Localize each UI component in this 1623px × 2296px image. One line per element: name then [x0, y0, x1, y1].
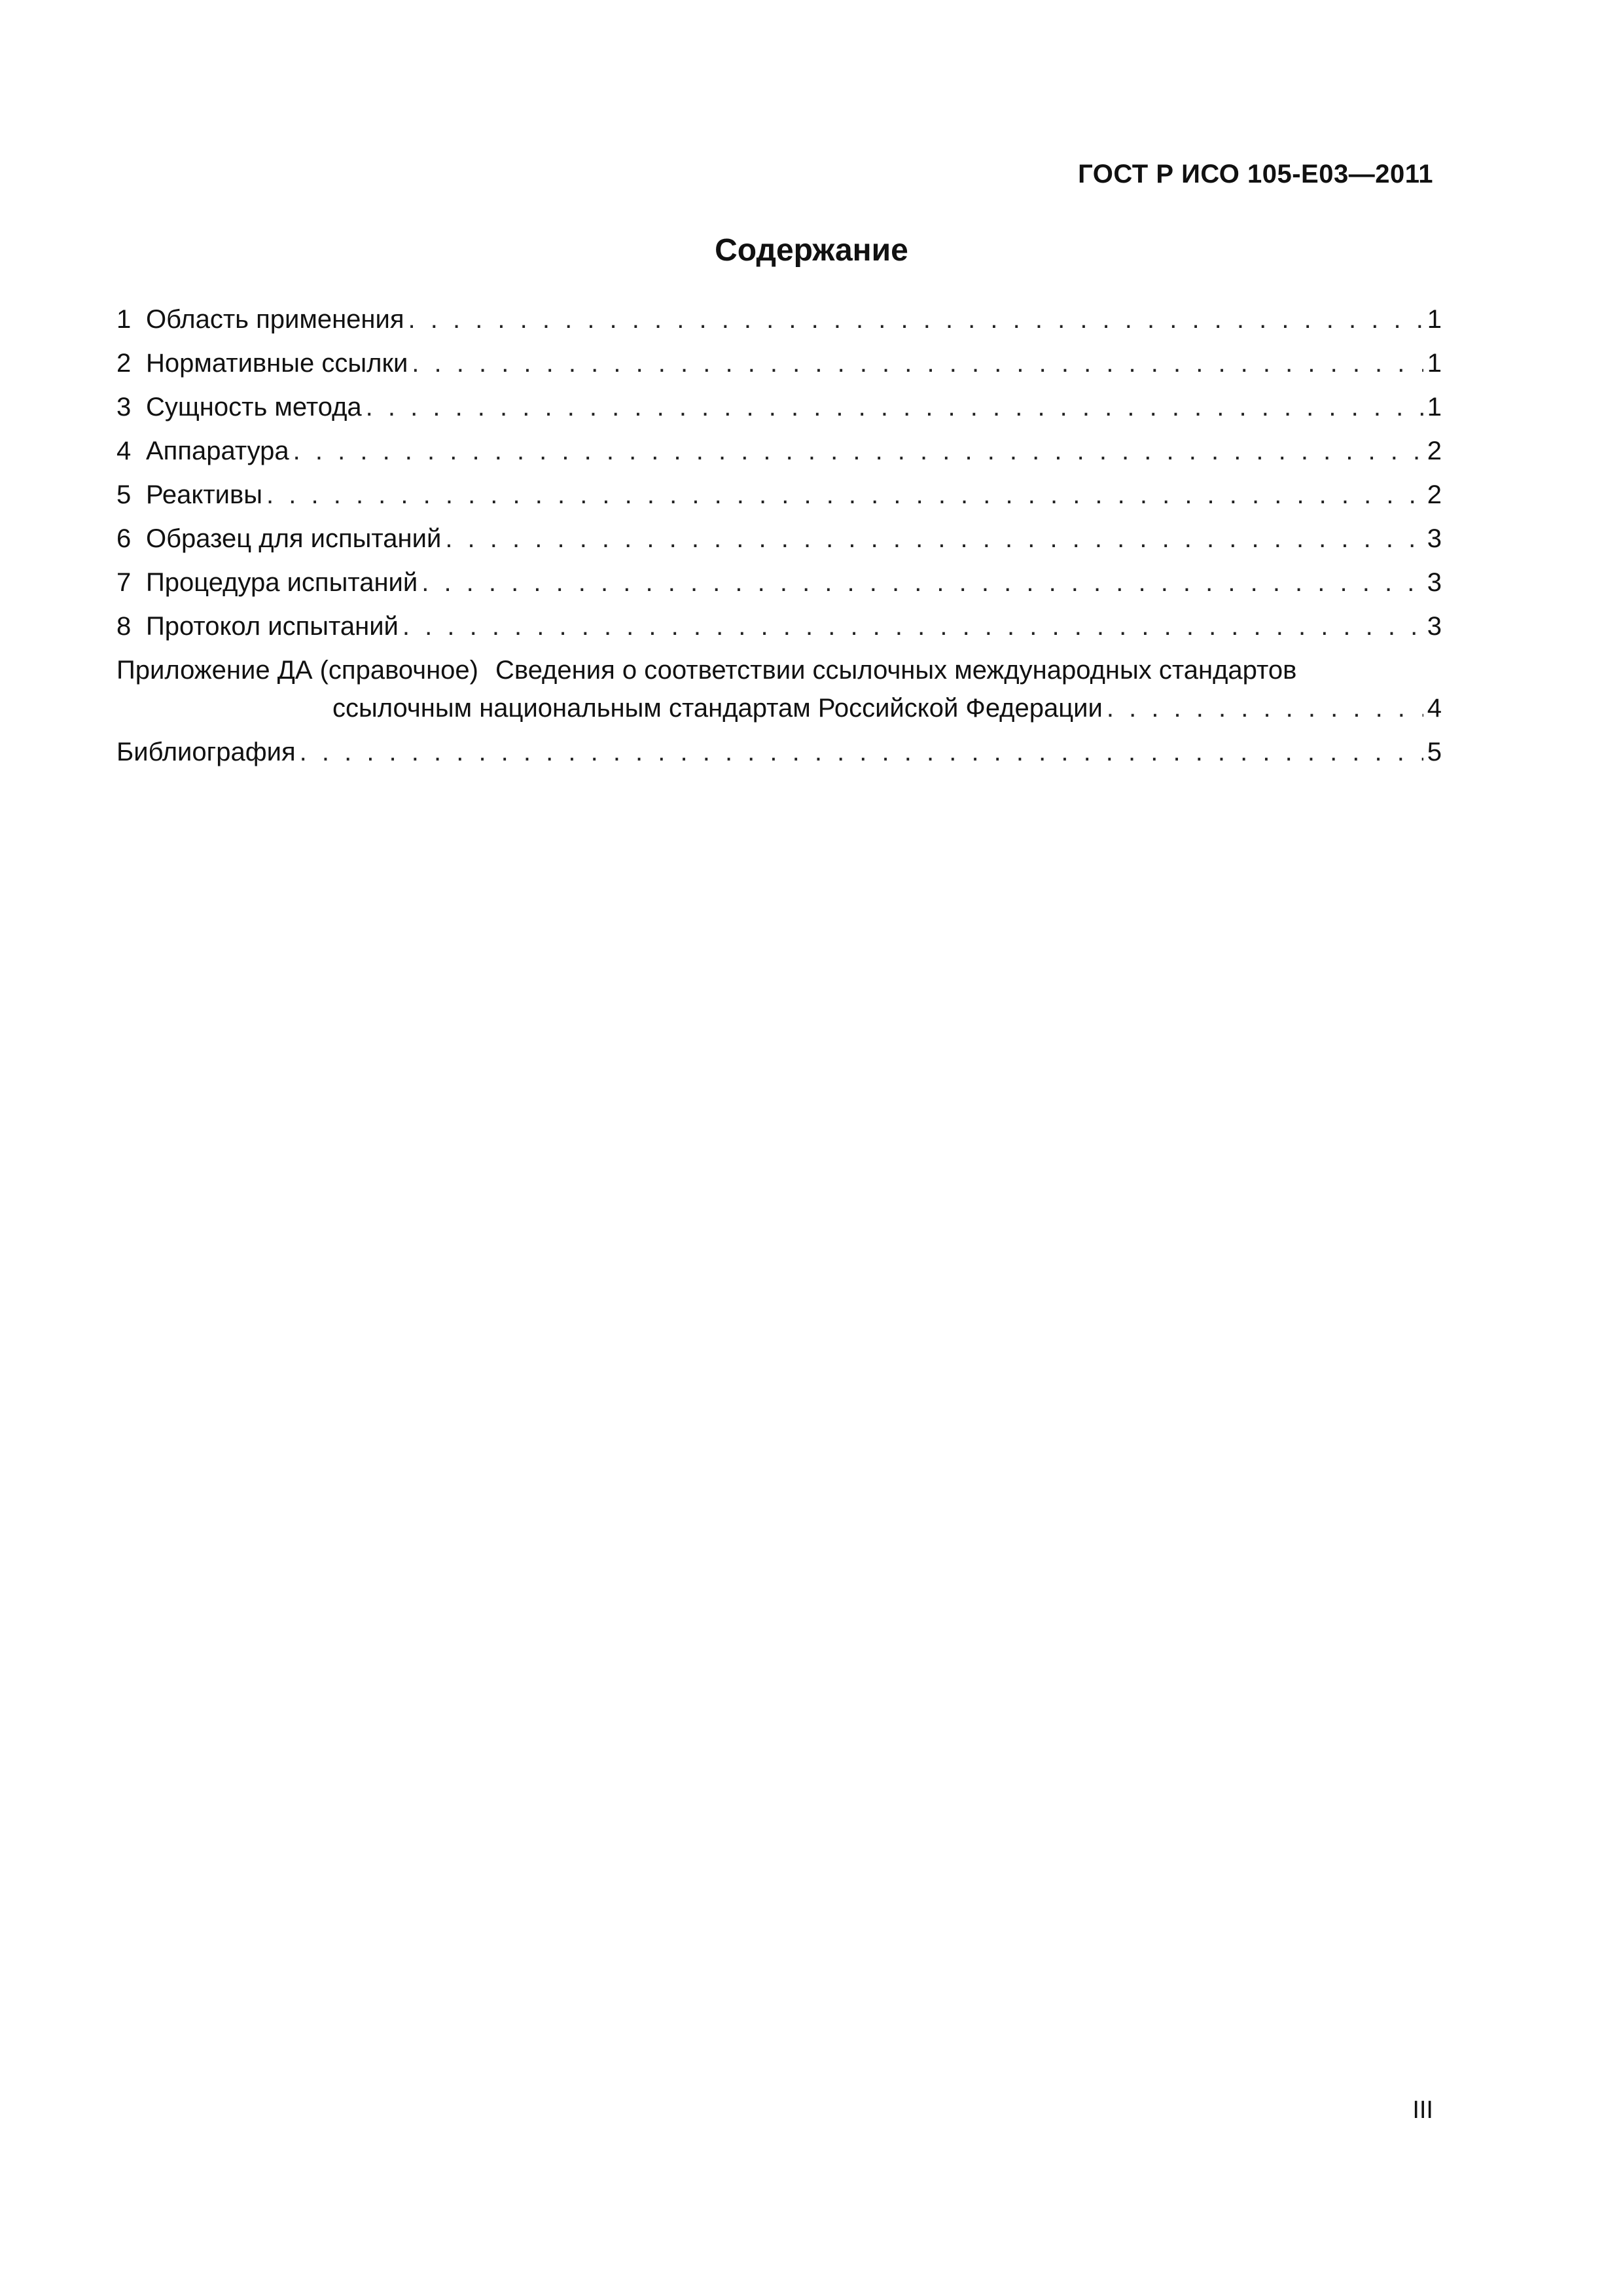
toc-entry-page: 4 [1427, 694, 1442, 723]
toc-entry-8[interactable] [116, 605, 1442, 649]
toc-leader-dots [421, 561, 1423, 605]
toc-leader-dots [412, 342, 1423, 386]
toc-entry-label: Область применения [146, 305, 404, 334]
toc-entry-number: 4 [116, 437, 132, 465]
toc-leader-dots [293, 429, 1423, 473]
toc-leader-dots [445, 517, 1423, 561]
toc-entry-page: 1 [1427, 305, 1442, 334]
appendix-prefix: Приложение ДА (справочное) [116, 656, 478, 685]
toc-entry-label: Сущность метода [146, 393, 362, 422]
toc-entry-label: Нормативные ссылки [146, 349, 408, 378]
toc-entry-number: 6 [116, 524, 132, 553]
toc-entry-number: 1 [116, 305, 132, 334]
table-of-contents [116, 298, 1442, 774]
toc-entry-page: 5 [1427, 738, 1442, 766]
toc-entry-number: 3 [116, 393, 132, 422]
toc-entry-label: Процедура испытаний [146, 568, 418, 597]
toc-leader-dots [366, 386, 1423, 429]
appendix-first-line [116, 649, 1442, 687]
toc-entry-3[interactable] [116, 386, 1442, 429]
toc-entry-label: Аппаратура [146, 437, 289, 465]
appendix-title-line1: Сведения о соответствии ссылочных международных стандартов [495, 656, 1297, 685]
toc-entry-page: 2 [1427, 437, 1442, 465]
toc-entry-label: Реактивы [146, 480, 263, 509]
toc-entry-label: Библиография [116, 738, 296, 766]
document-code: ГОСТ Р ИСО 105-Е03—2011 [1078, 160, 1433, 188]
toc-entry-page: 3 [1427, 568, 1442, 597]
appendix-second-line [116, 687, 1442, 730]
toc-entry-number: 5 [116, 480, 132, 509]
toc-entry-number: 8 [116, 612, 132, 641]
page-number: III [1412, 2096, 1433, 2124]
toc-entry-page: 1 [1427, 393, 1442, 422]
toc-entry-label: Образец для испытаний [146, 524, 442, 553]
toc-entry-number: 7 [116, 568, 132, 597]
toc-entry-page: 2 [1427, 480, 1442, 509]
toc-entry-page: 3 [1427, 612, 1442, 641]
toc-entry-page: 3 [1427, 524, 1442, 553]
toc-entry-bibliography[interactable] [116, 730, 1442, 774]
toc-entry-7[interactable] [116, 561, 1442, 605]
toc-leader-dots [1107, 687, 1423, 730]
toc-entry-appendix[interactable] [116, 649, 1442, 730]
toc-leader-dots [266, 473, 1423, 517]
toc-entry-label: Протокол испытаний [146, 612, 399, 641]
toc-entry-page: 1 [1427, 349, 1442, 378]
toc-entry-number: 2 [116, 349, 132, 378]
toc-entry-4[interactable] [116, 429, 1442, 473]
toc-leader-dots [402, 605, 1423, 649]
toc-entry-5[interactable] [116, 473, 1442, 517]
toc-entry-1[interactable] [116, 298, 1442, 342]
toc-leader-dots [408, 298, 1423, 342]
appendix-title-line2: ссылочным национальным стандартам Российской Федерации [332, 694, 1103, 723]
toc-title: Содержание [715, 233, 908, 268]
toc-leader-dots [300, 730, 1423, 774]
toc-entry-2[interactable] [116, 342, 1442, 386]
toc-entry-6[interactable] [116, 517, 1442, 561]
